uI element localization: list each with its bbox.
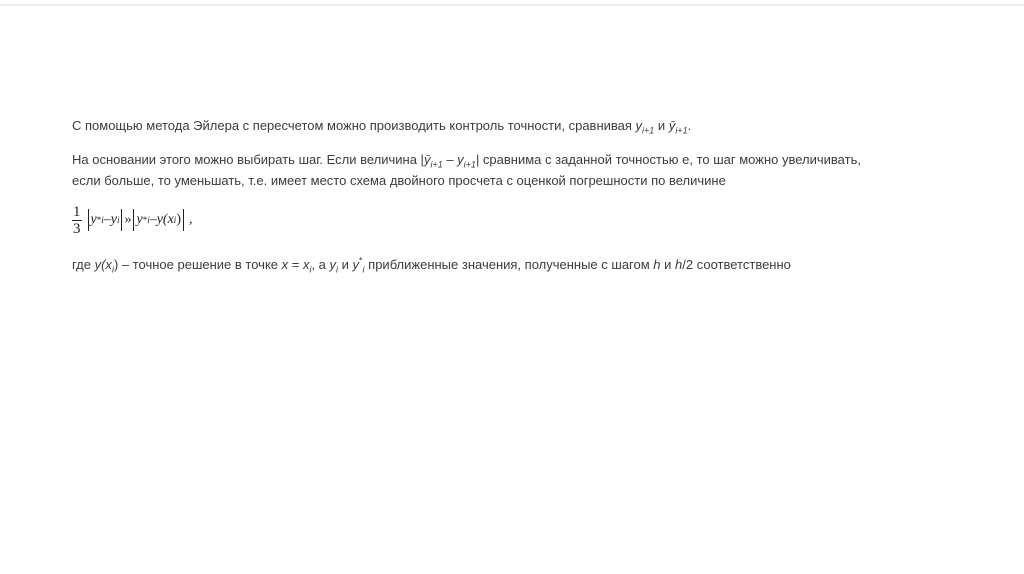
formula-minus: –	[149, 212, 157, 227]
paragraph-text: /2 соответственно	[682, 257, 791, 272]
math-y-bar: ȳ	[668, 118, 676, 133]
math-subscript: i	[336, 264, 339, 275]
paragraph-text: С помощью метода Эйлера с пересчетом можно производить контроль точности, сравнивая	[72, 118, 636, 133]
paragraph-text: .	[687, 118, 692, 133]
math-subscript: i	[111, 264, 114, 275]
paragraph-text: , а	[311, 257, 330, 272]
math-subscript: i+1	[430, 159, 443, 170]
paragraph-text: =	[288, 257, 303, 272]
paragraph-text: где	[72, 257, 95, 272]
formula-paren: )	[176, 212, 181, 227]
math-star: *	[359, 255, 363, 266]
math-y-of-x: y(x	[94, 257, 112, 272]
paragraph-text: ) – точное решение в точке	[113, 257, 282, 272]
abs-bar	[133, 209, 134, 231]
formula-y: y	[110, 212, 117, 227]
fraction-one-third	[72, 204, 82, 237]
paragraph-text: и	[338, 257, 353, 272]
abs-bar	[88, 209, 89, 231]
math-h: h	[653, 257, 661, 272]
formula-y-star: y	[136, 212, 143, 227]
math-subscript: i+1	[675, 125, 688, 136]
top-border-line	[0, 4, 1024, 6]
paragraph-step-choice	[72, 149, 912, 191]
formula-comma: ,	[188, 212, 193, 227]
paragraph-text: и	[654, 118, 669, 133]
formula-y-star: y	[90, 212, 97, 227]
formula-minus: –	[103, 212, 111, 227]
math-y: y	[352, 257, 360, 272]
fraction-denominator: 3	[73, 220, 81, 237]
math-subscript: i+1	[642, 125, 655, 136]
paragraph-line-2: если больше, то уменьшать, т.е. имеет место схема двойного просчета с оценкой погрешности по величине	[72, 173, 726, 188]
math-subscript: i+1	[463, 159, 476, 170]
paragraph-line-1	[72, 149, 912, 170]
abs-bar	[183, 209, 184, 231]
fraction-numerator: 1	[73, 203, 81, 220]
math-y: y	[457, 152, 464, 167]
paragraph-text: –	[442, 152, 458, 167]
abs-bar	[121, 209, 122, 231]
paragraph-text: приближенные значения, полученные с шагом	[364, 257, 654, 272]
math-y-bar: ȳ	[423, 152, 431, 167]
math-y: y	[329, 257, 337, 272]
paragraph-text: | сравнима с заданной точностью e, то шаг можно увеличивать,	[475, 152, 861, 167]
formula-y-of-x: y(x	[156, 212, 174, 227]
paragraph-euler-accuracy	[72, 115, 912, 136]
math-x: x	[302, 257, 310, 272]
math-y: y	[635, 118, 643, 133]
paragraph-definitions	[72, 254, 912, 275]
paragraph-text: и	[660, 257, 676, 272]
math-subscript: i	[362, 264, 365, 275]
math-h: h	[675, 257, 683, 272]
math-subscript: i	[309, 264, 312, 275]
paragraph-text: На основании этого можно выбирать шаг. Если величина |	[72, 152, 424, 167]
error-estimate-formula: $\frac{1}{3}$ y * i – y i » y * i – y(x i ) ,	[73, 203, 193, 237]
formula-approx: »	[124, 212, 132, 227]
math-x: x	[281, 257, 289, 272]
